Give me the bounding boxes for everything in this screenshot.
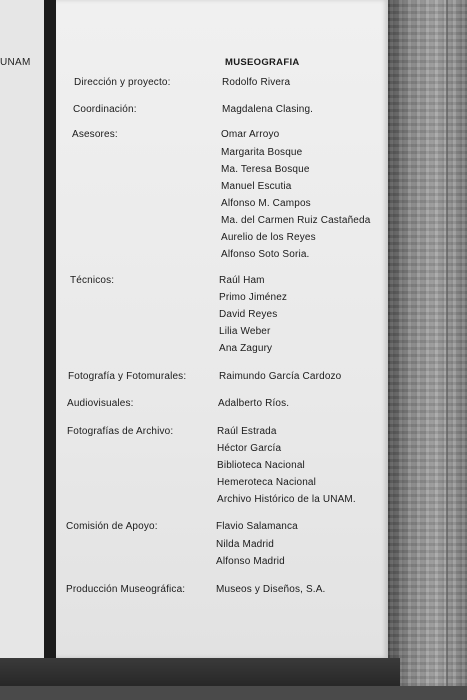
credit-name: Raimundo García Cardozo	[219, 371, 342, 382]
credit-name: Raúl Ham	[219, 275, 265, 286]
credit-label: Fotografía y Fotomurales:	[68, 371, 187, 382]
credit-name: Flavio Salamanca	[216, 521, 298, 532]
credit-label: Producción Museográfica:	[66, 584, 186, 595]
floor	[0, 686, 467, 700]
credit-name: Lilia Weber	[219, 326, 271, 337]
credit-name: Ana Zagury	[219, 343, 273, 354]
credit-name: Alfonso M. Campos	[221, 198, 311, 209]
credit-name: Primo Jiménez	[219, 292, 288, 303]
panel-title: MUSEOGRAFIA	[225, 57, 300, 68]
credit-label: Asesores:	[72, 129, 118, 140]
credit-name: Nilda Madrid	[216, 539, 274, 550]
credit-label: Comisión de Apoyo:	[66, 521, 158, 532]
panel-divider	[44, 0, 56, 700]
credit-label: Dirección y proyecto:	[74, 77, 171, 88]
credit-name: Héctor García	[217, 443, 282, 454]
stone-wall	[388, 0, 467, 700]
credit-name: Museos y Diseños, S.A.	[216, 584, 326, 595]
credit-name: Adalberto Ríos.	[218, 398, 290, 409]
credit-label: Coordinación:	[73, 104, 137, 115]
credit-name: Ma. Teresa Bosque	[221, 164, 310, 175]
credit-name: Manuel Escutia	[221, 181, 292, 192]
credit-label: Técnicos:	[70, 275, 115, 286]
credit-name: Omar Arroyo	[221, 129, 280, 140]
credit-name: Alfonso Soto Soria.	[221, 249, 310, 260]
credit-name: David Reyes	[219, 309, 278, 320]
credit-name: Archivo Histórico de la UNAM.	[217, 494, 356, 505]
credit-label: Audiovisuales:	[67, 398, 134, 409]
credit-label: Fotografías de Archivo:	[67, 426, 174, 437]
credit-name: Alfonso Madrid	[216, 556, 285, 567]
credit-name: Hemeroteca Nacional	[217, 477, 317, 488]
credit-name: Aurelio de los Reyes	[221, 232, 316, 243]
wall-crack	[446, 0, 448, 700]
credit-name: Rodolfo Rivera	[222, 77, 291, 88]
credit-name: Ma. del Carmen Ruiz Castañeda	[221, 215, 371, 226]
credit-name: Margarita Bosque	[221, 147, 303, 158]
credit-name: Biblioteca Nacional	[217, 460, 305, 471]
credit-name: Raúl Estrada	[217, 426, 277, 437]
left-panel-text: UNAM	[0, 57, 31, 68]
left-neighbor-panel	[0, 0, 44, 658]
credit-name: Magdalena Clasing.	[222, 104, 314, 115]
